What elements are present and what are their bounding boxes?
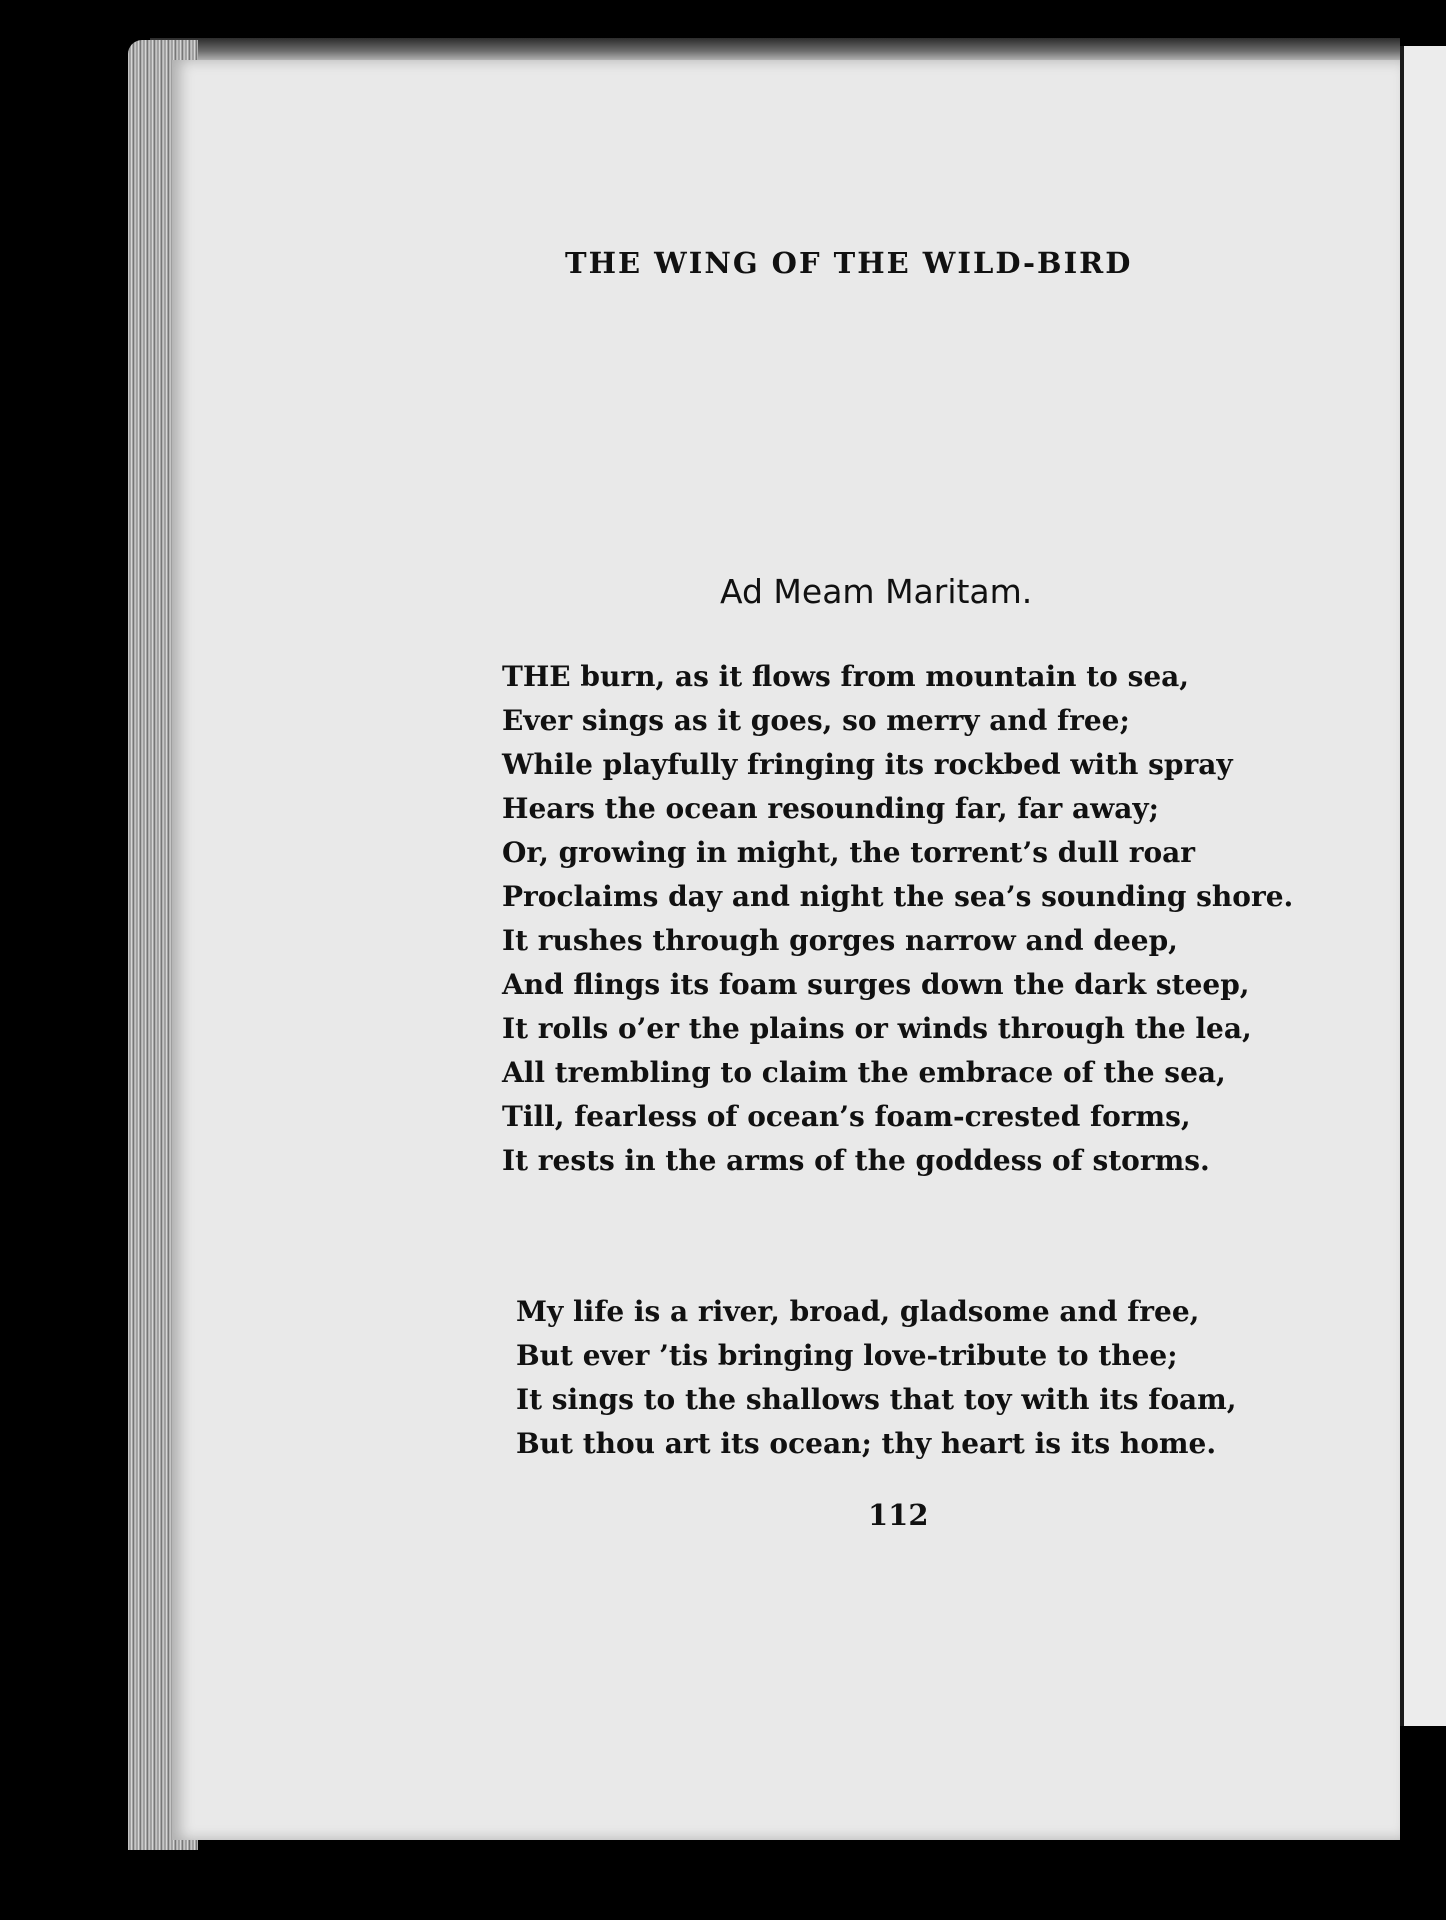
poem-title: Ad Meam Maritam. [720, 572, 1033, 611]
verse-line: THE burn, as it flows from mountain to sea, [502, 660, 1190, 693]
page-number: 112 [868, 1498, 929, 1532]
stanza-2 [516, 1290, 1237, 1466]
verse-line: And flings its foam surges down the dark steep, [502, 968, 1250, 1001]
verse-line: It rests in the arms of the goddess of storms. [502, 1144, 1210, 1177]
verse-line: It sings to the shallows that toy with its foam, [516, 1383, 1237, 1416]
facing-page-edge [1400, 46, 1446, 1726]
verse-line: It rushes through gorges narrow and deep, [502, 924, 1178, 957]
facing-page-shadow [1400, 1726, 1446, 1920]
verse-line: But ever ’tis bringing love-tribute to thee; [516, 1339, 1178, 1372]
stanza-1 [502, 655, 1293, 1183]
verse-line: While playfully fringing its rockbed with spray [502, 748, 1233, 781]
verse-line: But thou art its ocean; thy heart is its home. [516, 1427, 1217, 1460]
verse-line: Or, growing in might, the torrent’s dull roar [502, 836, 1196, 869]
verse-line: Till, fearless of ocean’s foam-crested forms, [502, 1100, 1191, 1133]
verse-line: My life is a river, broad, gladsome and free, [516, 1295, 1200, 1328]
verse-line: Ever sings as it goes, so merry and free; [502, 704, 1130, 737]
running-head: THE WING OF THE WILD-BIRD [565, 246, 1133, 280]
verse-line: All trembling to claim the embrace of the sea, [502, 1056, 1226, 1089]
verse-line: Hears the ocean resounding far, far away; [502, 792, 1160, 825]
verse-line: It rolls o’er the plains or winds through the lea, [502, 1012, 1252, 1045]
verse-line: Proclaims day and night the sea’s sounding shore. [502, 880, 1294, 913]
